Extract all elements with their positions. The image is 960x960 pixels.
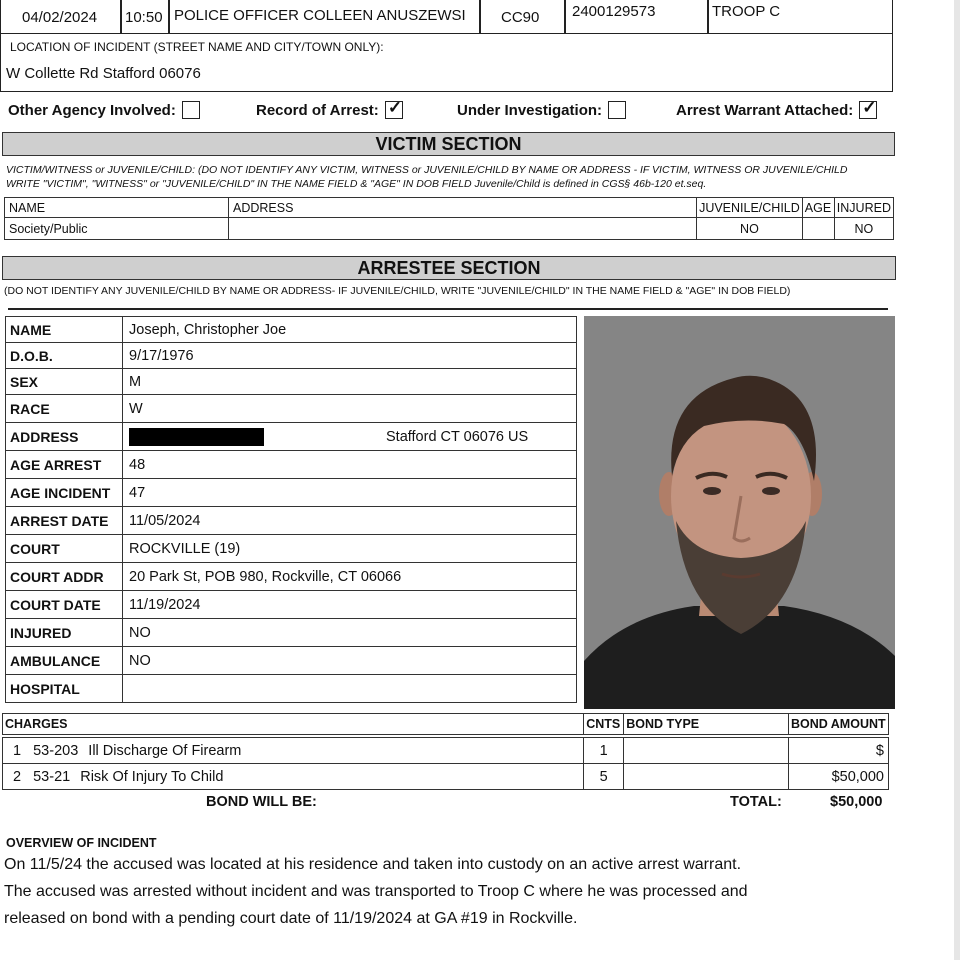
arrestee-divider [8,308,888,310]
arrestee-field-label: INJURED [6,619,123,647]
charge-code: 53-21 [33,768,71,785]
arrestee-field-label: D.O.B. [6,343,123,369]
bond-will-be-label: BOND WILL BE: [206,794,317,810]
victim-col-address: ADDRESS [229,198,697,218]
arrestee-photo-drawing [584,316,895,709]
arrestee-field-value: Joseph, Christopher Joe [123,317,577,343]
arrestee-row [6,535,577,563]
arrest-warrant-flag [676,98,877,119]
officer-code: CC90 [501,9,540,26]
record-arrest-checkbox[interactable] [385,98,403,119]
report-date: 04/02/2024 [22,9,98,26]
arrestee-field-value: NO [123,647,577,675]
victim-col-juvenile: JUVENILE/CHILD [697,198,803,218]
charge-bond-amount: $50,000 [788,764,888,790]
charges-col-bond-type: BOND TYPE [624,714,789,735]
arrestee-field-value: 11/19/2024 [123,591,577,619]
arrestee-field-label: AMBULANCE [6,647,123,675]
arrestee-field-label: COURT ADDR [6,563,123,591]
address-redaction [129,428,264,446]
arrestee-section-title: ARRESTEE SECTION [2,256,896,280]
report-time: 10:50 [125,9,163,26]
charge-bond-amount: $ [788,738,888,764]
victim-row-address [229,218,697,240]
arrestee-field-label: ARREST DATE [6,507,123,535]
victim-col-injured: INJURED [834,198,893,218]
location-value: W Collette Rd Stafford 06076 [6,65,201,82]
charges-col-cnts: CNTS [584,714,624,735]
arrestee-field-label: SEX [6,369,123,395]
victim-col-age: AGE [802,198,834,218]
overview-line3: released on bond with a pending court date of 11/19/2024 at GA #19 in Rockville. [4,910,578,927]
victim-row-name: Society/Public [5,218,229,240]
check-mark-icon: ✓ [387,98,403,117]
arrestee-row [6,423,577,451]
page-edge-shadow [954,0,960,960]
arrestee-row [6,507,577,535]
victim-row-age [802,218,834,240]
arrestee-row [6,675,577,703]
charge-counts: 5 [584,764,624,790]
victim-row-injured: NO [834,218,893,240]
arrestee-row [6,647,577,675]
arrestee-field-value: ROCKVILLE (19) [123,535,577,563]
location-label: LOCATION OF INCIDENT (STREET NAME AND CITY/TOWN ONLY): [10,40,384,54]
arrestee-field-label: COURT DATE [6,591,123,619]
victim-note-line1: VICTIM/WITNESS or JUVENILE/CHILD: (DO NOT IDENTIFY ANY VICTIM, WITNESS or JUVENILE/CHILD BY NAME OR ADDRESS - IF VICTIM, WITNESS OR JUVENILE/CHILD [6,164,848,176]
troop-name: TROOP C [712,3,781,20]
arrestee-field-value: M [123,369,577,395]
charge-description: Ill Discharge Of Firearm [88,742,242,759]
other-agency-label: Other Agency Involved: [8,101,176,119]
charge-bond-type [624,764,789,790]
arrestee-row [6,591,577,619]
victim-section-title: VICTIM SECTION [2,132,895,156]
arrestee-row [6,369,577,395]
charges-col-charges: CHARGES [3,714,584,735]
charge-description: Risk Of Injury To Child [80,768,224,785]
charge-row [3,738,889,764]
arrestee-field-value: W [123,395,577,423]
arrestee-note: (DO NOT IDENTIFY ANY JUVENILE/CHILD BY NAME OR ADDRESS- IF JUVENILE/CHILD, WRITE "JUVENILE/CHILD" IN THE NAME FIELD & "AGE" IN DOB FIELD) [4,285,791,297]
arrestee-table [5,316,577,703]
charge-row [3,764,889,790]
arrest-warrant-label: Arrest Warrant Attached: [676,101,854,119]
overview-line1: On 11/5/24 the accused was located at his residence and taken into custody on an active arrest warrant. [4,856,742,873]
charge-code: 53-203 [33,742,79,759]
arrestee-field-value: 9/17/1976 [123,343,577,369]
arrestee-row [6,619,577,647]
charges-col-bond-amount: BOND AMOUNT [788,714,888,735]
arrestee-row [6,395,577,423]
arrestee-field-label: AGE INCIDENT [6,479,123,507]
record-arrest-flag [256,98,403,119]
other-agency-flag [8,101,200,119]
other-agency-checkbox[interactable] [182,101,200,119]
total-label: TOTAL: [730,794,782,810]
check-mark-icon: ✓ [862,98,877,117]
victim-table [4,197,894,240]
arrest-warrant-checkbox[interactable] [859,98,877,119]
charge-bond-type [624,738,789,764]
under-investigation-flag [457,101,626,119]
arrestee-field-label: ADDRESS [6,423,123,451]
arrestee-row [6,479,577,507]
under-investigation-label: Under Investigation: [457,101,603,119]
overview-line2: The accused was arrested without incident and was transported to Troop C where he was processed and [4,883,748,900]
arrestee-field-value: 11/05/2024 [123,507,577,535]
case-number: 2400129573 [572,3,656,20]
charge-counts: 1 [584,738,624,764]
officer-name: POLICE OFFICER COLLEEN ANUSZEWSI [174,7,466,24]
arrestee-field-label: HOSPITAL [6,675,123,703]
arrestee-field-value: NO [123,619,577,647]
arrestee-field-value: 48 [123,451,577,479]
total-value: $50,000 [830,794,883,810]
arrestee-row [6,317,577,343]
record-arrest-label: Record of Arrest: [256,101,379,119]
arrestee-field-label: RACE [6,395,123,423]
arrestee-row [6,451,577,479]
victim-row-juvenile: NO [697,218,803,240]
victim-col-name: NAME [5,198,229,218]
arrestee-field-value: 20 Park St, POB 980, Rockville, CT 06066 [123,563,577,591]
arrestee-row [6,343,577,369]
charges-table [2,713,889,790]
charge-number: 2 [13,768,22,785]
arrestee-photo [584,316,895,709]
charge-number: 1 [13,742,22,759]
under-investigation-checkbox[interactable] [608,101,626,119]
arrestee-field-value: 47 [123,479,577,507]
arrestee-field-value [123,675,577,703]
arrestee-row [6,563,577,591]
arrestee-field-value: Stafford CT 06076 US [123,423,577,451]
arrestee-field-label: COURT [6,535,123,563]
victim-note-line2: WRITE "VICTIM", "WITNESS" or "JUVENILE/CHILD" IN THE NAME FIELD & "AGE" IN DOB FIELD Juvenile/Child is defined in CGS§ 46b-120 et.seq. [6,178,707,190]
arrestee-field-label: AGE ARREST [6,451,123,479]
arrestee-field-label: NAME [6,317,123,343]
overview-title: OVERVIEW OF INCIDENT [6,836,157,850]
